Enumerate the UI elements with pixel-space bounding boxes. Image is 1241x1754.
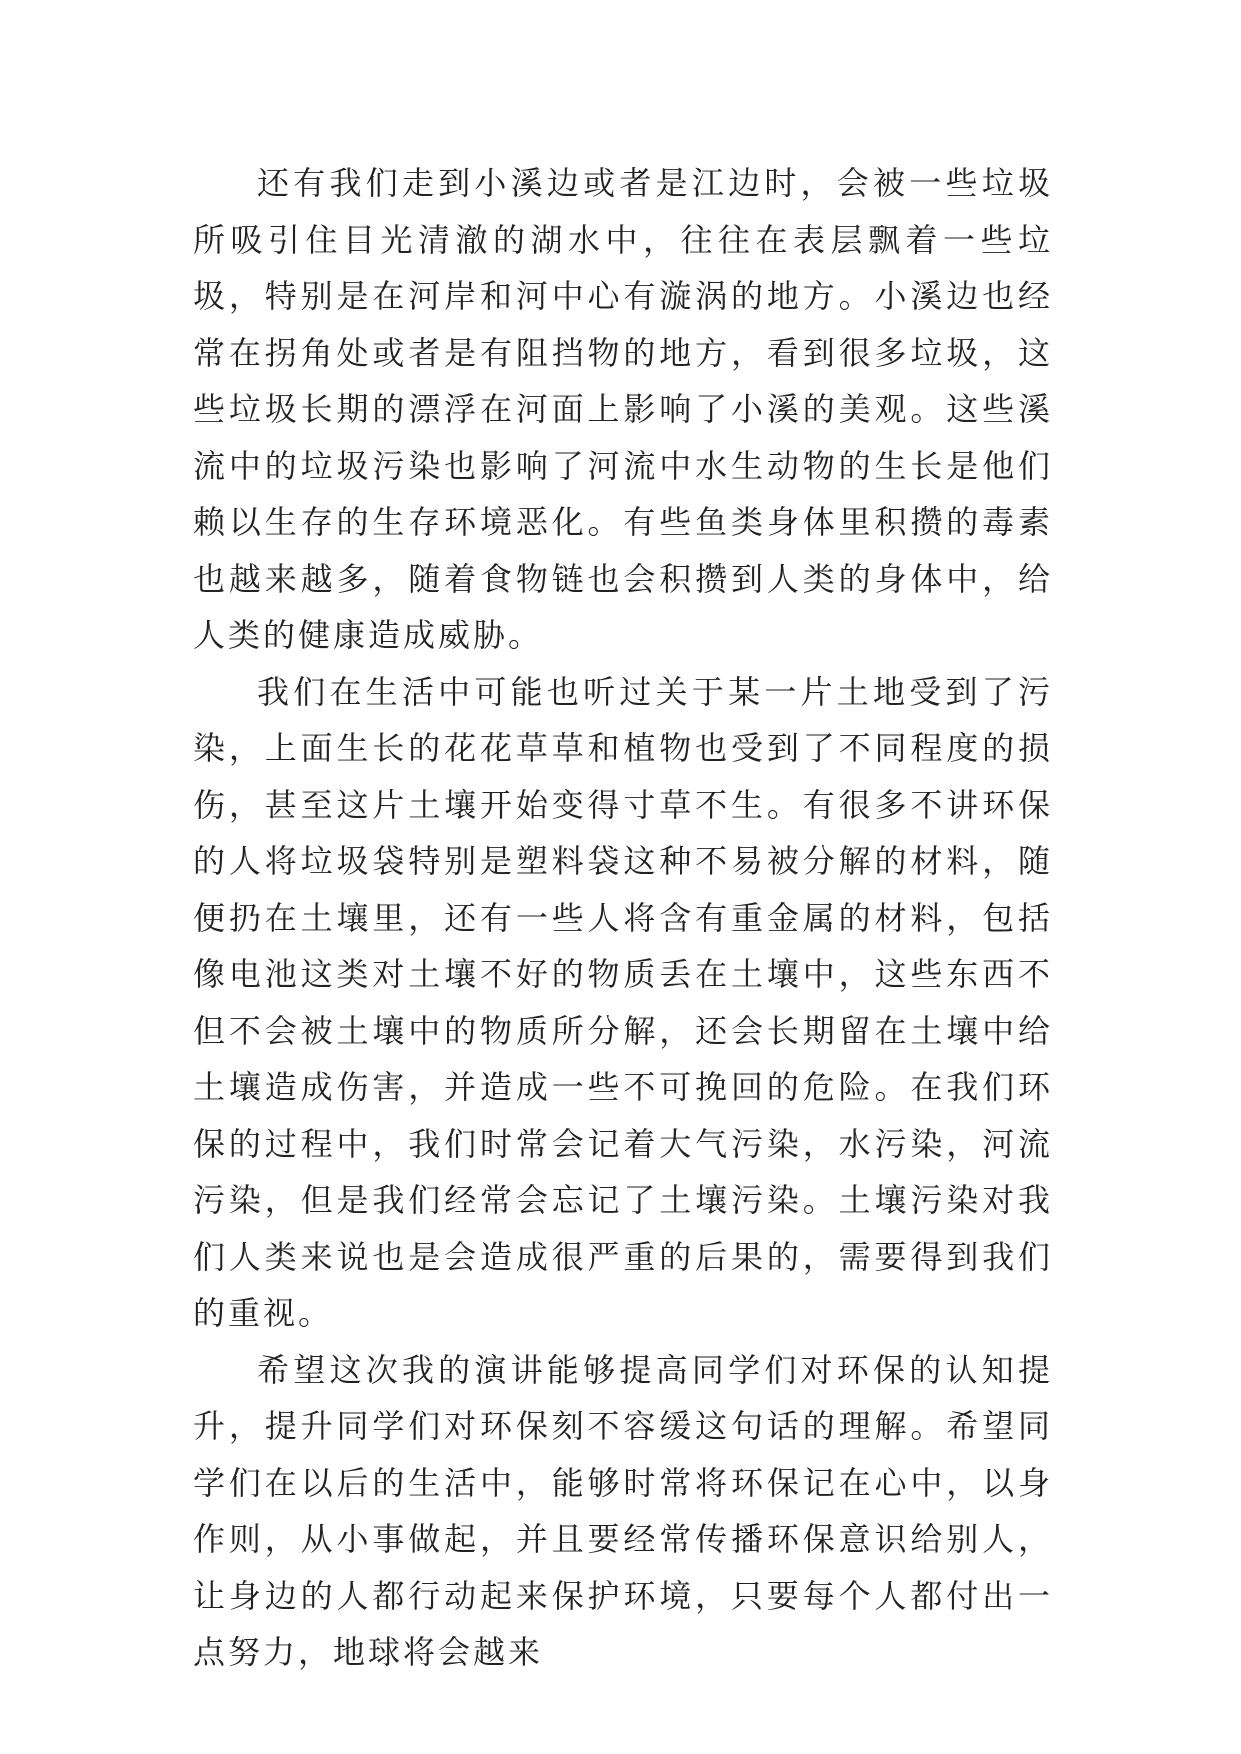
paragraph-soil-pollution: 我们在生活中可能也听过关于某一片土地受到了污染，上面生长的花花草草和植物也受到了不同程度的损伤，甚至这片土壤开始变得寸草不生。有很多不讲环保的人将垃圾袋特别是塑料袋这种不易被分解的材料，随便扔在土壤里，还有一些人将含有重金属的材料，包括像电池这类对土壤不好的物质丢在土壤中，这些东西不但不会被土壤中的物质所分解，还会长期留在土壤中给土壤造成伤害，并造成一些不可挽回的危险。在我们环保的过程中，我们时常会记着大气污染，水污染，河流污染，但是我们经常会忘记了土壤污染。土壤污染对我们人类来说也是会造成很严重的后果的，需要得到我们的重视。 bbox=[193, 672, 1053, 1332]
paragraph-closing-hope: 希望这次我的演讲能够提高同学们对环保的认知提升，提升同学们对环保刻不容缓这句话的理解。希望同学们在以后的生活中，能够时常将环保记在心中，以身作则，从小事做起，并且要经常传播环保意识给别人，让身边的人都行动起来保护环境，只要每个人都付出一点努力，地球将会越来 bbox=[193, 1350, 1053, 1671]
paragraph-river-pollution: 还有我们走到小溪边或者是江边时，会被一些垃圾所吸引住目光清澈的湖水中，往往在表层飘着一些垃圾，特别是在河岸和河中心有漩涡的地方。小溪边也经常在拐角处或者是有阻挡物的地方，看到很多垃圾，这些垃圾长期的漂浮在河面上影响了小溪的美观。这些溪流中的垃圾污染也影响了河流中水生动物的生长是他们赖以生存的生存环境恶化。有些鱼类身体里积攒的毒素也越来越多，随着食物链也会积攒到人类的身体中，给人类的健康造成威胁。 bbox=[193, 164, 1053, 654]
document-body bbox=[193, 155, 1053, 1681]
